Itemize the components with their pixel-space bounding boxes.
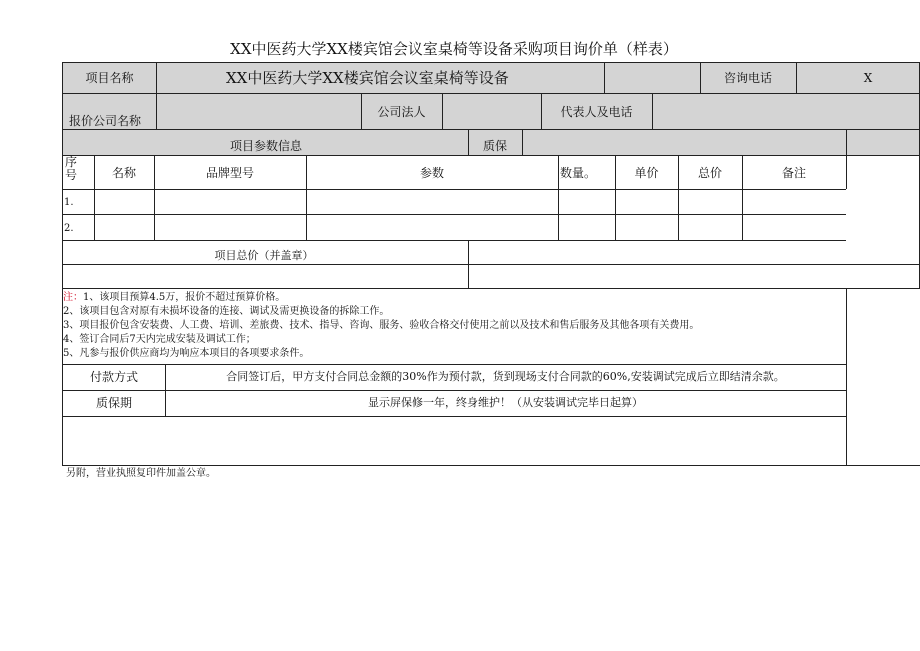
header-seq-line1: 序 <box>64 155 77 169</box>
table-row-2-seq: 2. <box>64 223 74 234</box>
warranty-period-label: 质保期 <box>95 396 132 410</box>
table-row-1-seq: 1. <box>64 197 74 208</box>
payment-text: 合同签订后，甲方支付合同总金额的30%作为预付款，货到现场支付合同款的60%,安装调试完成后立即结清余款。 <box>226 370 785 383</box>
page-title: XX中医药大学XX楼宾馆会议室桌椅等设备采购项目询价单（样表） <box>230 40 678 58</box>
note-line-4: 4、签订合同后7天内完成安装及调试工作； <box>63 334 256 345</box>
note-line-1-text: 1、该项目预算4.5万，报价不超过预算价格。 <box>83 292 286 303</box>
header-remarks: 备注 <box>781 166 806 180</box>
header-brand-model: 品牌型号 <box>205 166 254 180</box>
header-params: 参数 <box>419 166 444 180</box>
legal-person-label: 公司法人 <box>377 105 426 119</box>
header-quantity: 数量。 <box>560 166 597 180</box>
header-unit-price: 单价 <box>634 166 659 180</box>
warranty-period-text: 显示屏保修一年，终身维护！（从安装调试完毕日起算） <box>368 396 643 409</box>
note-line-3: 3、项目报价包含安装费、人工费、培训、差旅费、技术、指导、咨询、服务、验收合格交付使用之前以及技术和售后服务及其他各项有关费用。 <box>63 320 700 331</box>
header-total-price: 总价 <box>697 166 722 180</box>
consult-phone-label: 咨询电话 <box>723 71 772 85</box>
param-info-label: 项目参数信息 <box>229 139 302 153</box>
quote-company-label: 报价公司名称 <box>69 114 142 128</box>
row2-shade <box>63 94 919 129</box>
note-line-5: 5、凡参与报价供应商均为响应本项目的各项要求条件。 <box>63 348 310 359</box>
footer-note: 另附，营业执照复印件加盖公章。 <box>66 468 216 479</box>
total-price-label: 项目总价（并盖章） <box>214 249 314 262</box>
note-line-1 <box>63 292 285 304</box>
payment-label: 付款方式 <box>89 370 138 384</box>
header-seq-line2: 号 <box>64 168 77 182</box>
header-seq <box>63 156 79 182</box>
header-name: 名称 <box>111 166 136 180</box>
warranty-label: 质保 <box>482 139 507 153</box>
project-name-label: 项目名称 <box>85 71 134 85</box>
rep-phone-label: 代表人及电话 <box>560 105 633 119</box>
note-prefix: 注： <box>63 292 83 303</box>
consult-phone-value: X <box>863 71 873 85</box>
note-line-2: 2、该项目包含对原有未损坏设备的连接、调试及需更换设备的拆除工作。 <box>63 306 390 317</box>
project-name-value: XX中医药大学XX楼宾馆会议室桌椅等设备 <box>226 69 509 87</box>
